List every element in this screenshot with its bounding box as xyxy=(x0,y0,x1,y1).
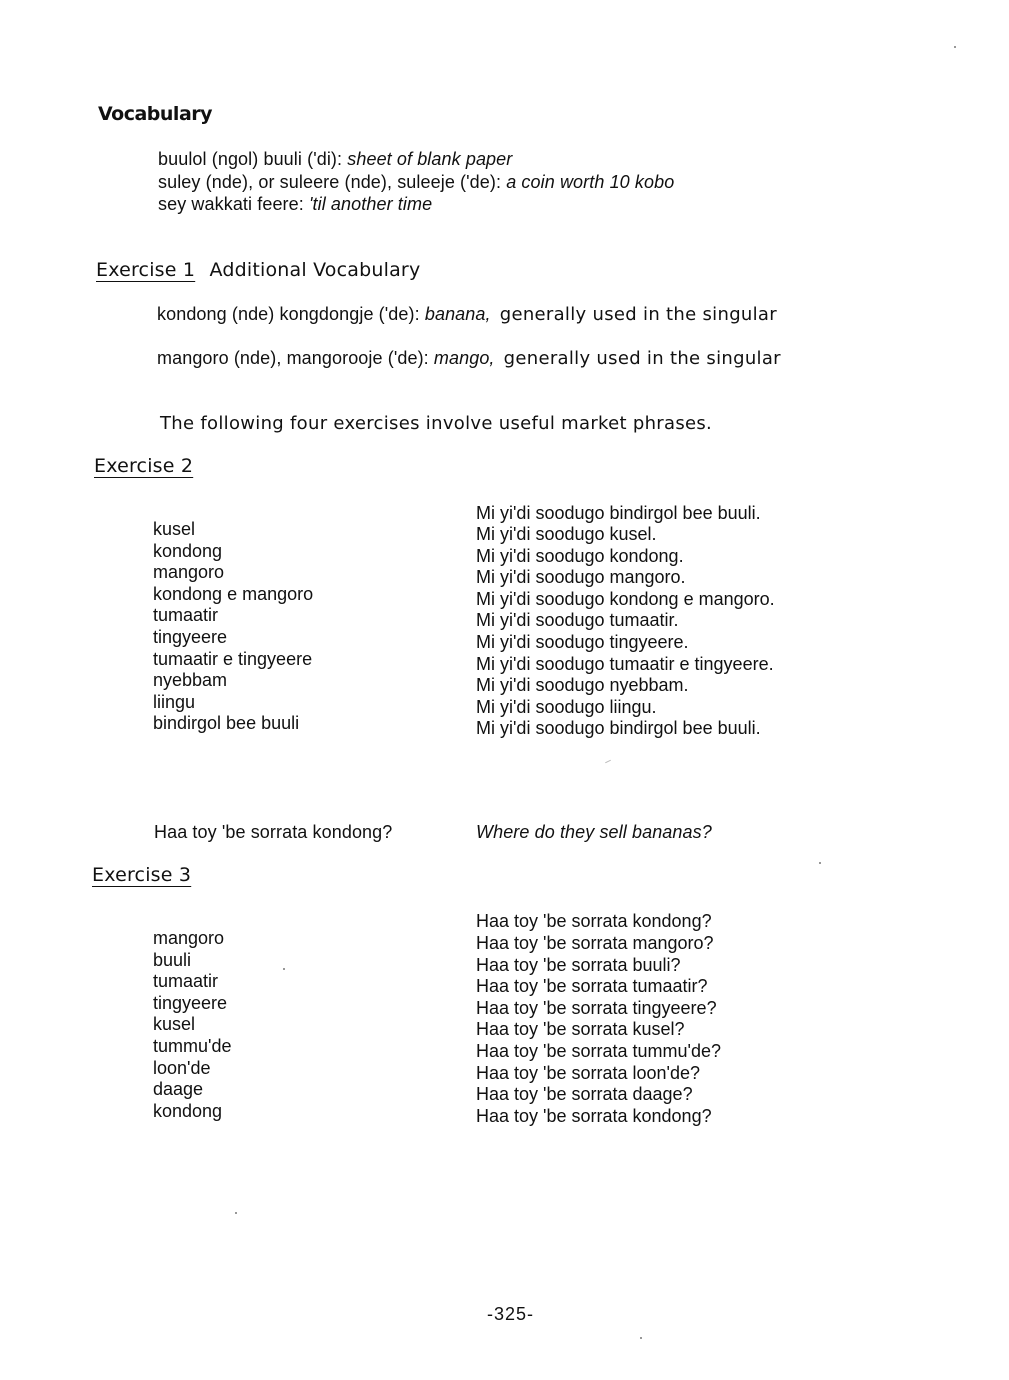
exercise3-heading: Exercise 3 xyxy=(92,864,192,886)
cue-item: tumaatir xyxy=(153,971,219,992)
vocab-gloss: a coin worth 10 kobo xyxy=(506,172,675,192)
cue-item: tingyeere xyxy=(153,626,228,647)
example-english: Where do they sell bananas? xyxy=(476,822,712,842)
cue-item: kondong xyxy=(153,1100,223,1121)
cue-item: tumaatir e tingyeere xyxy=(153,648,313,669)
cue-item: liingu xyxy=(153,691,196,712)
response-item: Haa toy 'be sorrata kondong? xyxy=(476,1105,712,1126)
cue-item: nyebbam xyxy=(153,670,228,691)
scan-speck xyxy=(235,1212,237,1214)
cue-item: kusel xyxy=(153,1014,196,1035)
cue-item: daage xyxy=(153,1079,204,1100)
cue-item: loon'de xyxy=(153,1057,211,1078)
response-item: Haa toy 'be sorrata tumaatir? xyxy=(476,976,708,997)
page-number: -325- xyxy=(487,1304,535,1324)
vocab-entry xyxy=(158,194,432,215)
model-sentence: Haa toy 'be sorrata kondong? xyxy=(476,911,712,931)
cue-item: buuli xyxy=(153,949,192,970)
vocab-term: suley (nde), or suleere (nde), suleeje ('de): xyxy=(158,172,502,192)
response-item: Mi yi'di soodugo tingyeere. xyxy=(476,631,689,652)
cue-item: mangoro xyxy=(153,562,225,583)
response-item: Mi yi'di soodugo tumaatir. xyxy=(476,610,679,631)
exercise3-responses xyxy=(476,933,721,1127)
vocab-term: sey wakkati feere: xyxy=(158,194,304,214)
exercise-intro: The following four exercises involve useful market phrases. xyxy=(160,413,713,434)
response-item: Haa toy 'be sorrata loon'de? xyxy=(476,1062,701,1083)
vocab-entry xyxy=(158,149,512,170)
exercise1-subheading: Additional Vocabulary xyxy=(209,259,421,281)
vocab-entry xyxy=(158,172,674,193)
exercise1-gloss: mango, xyxy=(433,348,495,368)
exercise2-model xyxy=(476,503,761,525)
cue-item: kondong xyxy=(153,540,223,561)
response-item: Mi yi'di soodugo nyebbam. xyxy=(476,675,689,696)
cue-item: bindirgol bee buuli xyxy=(153,713,300,734)
response-item: Mi yi'di soodugo kondong. xyxy=(476,545,684,566)
example-fulfulde: Haa toy 'be sorrata kondong? xyxy=(154,822,393,842)
vocab-gloss: 'til another time xyxy=(308,194,433,214)
response-item: Mi yi'di soodugo kusel. xyxy=(476,524,657,544)
exercise2-responses xyxy=(476,524,775,740)
response-item: Mi yi'di soodugo tumaatir e tingyeere. xyxy=(476,653,774,674)
exercise1-heading-row xyxy=(96,259,420,281)
vocabulary-heading: Vocabulary xyxy=(98,103,213,125)
exercise1-note: generally used in the singular xyxy=(503,348,781,369)
response-item: Mi yi'di soodugo bindirgol bee buuli. xyxy=(476,718,761,739)
scan-speck xyxy=(640,1337,642,1339)
response-item: Mi yi'di soodugo mangoro. xyxy=(476,567,686,588)
response-item: Haa toy 'be sorrata tingyeere? xyxy=(476,997,717,1018)
exercise2-cues xyxy=(153,519,313,735)
cue-item: kusel xyxy=(153,519,196,539)
scan-speck xyxy=(283,968,285,970)
vocab-term: buulol (ngol) buuli ('di): xyxy=(158,149,343,169)
scan-speck xyxy=(605,760,611,763)
exercise3-model xyxy=(476,911,712,933)
response-item: Mi yi'di soodugo liingu. xyxy=(476,696,657,717)
exercise1-heading: Exercise 1 xyxy=(96,259,196,281)
cue-item: mangoro xyxy=(153,928,225,948)
exercise1-note: generally used in the singular xyxy=(499,304,777,325)
exercise1-gloss: banana, xyxy=(424,304,491,324)
response-item: Haa toy 'be sorrata mangoro? xyxy=(476,933,714,953)
cue-item: tummu'de xyxy=(153,1035,232,1056)
exercise2-heading: Exercise 2 xyxy=(94,455,194,477)
response-item: Haa toy 'be sorrata daage? xyxy=(476,1084,693,1105)
model-sentence: Mi yi'di soodugo bindirgol bee buuli. xyxy=(476,503,761,523)
exercise1-term: mangoro (nde), mangorooje ('de): xyxy=(157,348,429,368)
response-item: Mi yi'di soodugo kondong e mangoro. xyxy=(476,588,775,609)
vocab-gloss: sheet of blank paper xyxy=(347,149,513,169)
response-item: Haa toy 'be sorrata tummu'de? xyxy=(476,1040,721,1061)
cue-item: tingyeere xyxy=(153,992,228,1013)
exercise1-entry xyxy=(157,348,781,369)
cue-item: tumaatir xyxy=(153,605,219,626)
response-item: Haa toy 'be sorrata buuli? xyxy=(476,954,681,975)
exercise1-entry xyxy=(157,304,777,325)
exercise3-cues xyxy=(153,928,231,1122)
scan-speck xyxy=(954,46,956,48)
exercise1-term: kondong (nde) kongdongje ('de): xyxy=(157,304,420,324)
response-item: Haa toy 'be sorrata kusel? xyxy=(476,1019,685,1040)
scan-speck xyxy=(819,862,821,864)
cue-item: kondong e mangoro xyxy=(153,583,314,604)
